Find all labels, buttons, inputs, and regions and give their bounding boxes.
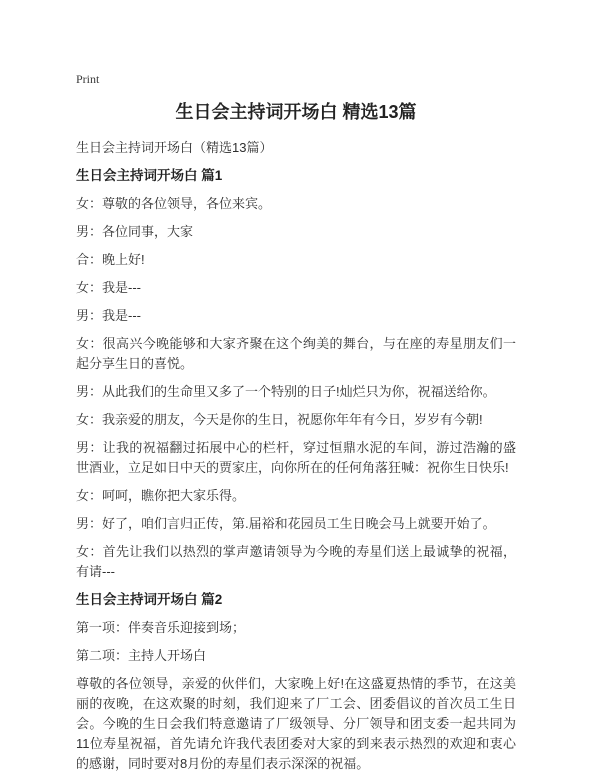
dialogue-line: 男：让我的祝福翻过拓展中心的栏杆，穿过恒鼎水泥的车间，游过浩瀚的盛世酒业，立足如日中天的贾家庄，向你所在的任何角落狂喊：祝你生日快乐! xyxy=(76,440,516,475)
dialogue-line: 女：尊敬的各位领导，各位来宾。 xyxy=(76,196,272,211)
document-body xyxy=(76,138,516,774)
dialogue-line: 男：我是--- xyxy=(76,308,141,323)
dialogue-line: 男：从此我们的生命里又多了一个特别的日子!灿烂只为你，祝福送给你。 xyxy=(76,384,496,399)
dialogue-line: 女：我是--- xyxy=(76,280,141,295)
paragraph: 尊敬的各位领导，亲爱的伙伴们，大家晚上好!在这盛夏热情的季节，在这美丽的夜晚，在这欢聚的时刻，我们迎来了厂工会、团委倡议的首次员工生日会。今晚的生日会我们特意邀请了厂级领导、分厂领导和团支委一起共同为11位寿星祝福，首先请允许我代表团委对大家的到来表示热烈的欢迎和衷心的感谢，同时要对8月份的寿星们表示深深的祝福。 xyxy=(76,676,516,771)
print-link[interactable]: Print xyxy=(76,72,100,86)
dialogue-line: 男：各位同事，大家 xyxy=(76,224,194,239)
list-item: 第二项：主持人开场白 xyxy=(76,648,207,663)
section-heading-2: 生日会主持词开场白 篇2 xyxy=(76,592,223,607)
dialogue-line: 女：首先让我们以热烈的掌声邀请领导为今晚的寿星们送上最诚挚的祝福，有请--- xyxy=(76,544,516,579)
page-title: 生日会主持词开场白 精选13篇 xyxy=(175,102,417,122)
list-item: 第一项：伴奏音乐迎接到场； xyxy=(76,620,246,635)
dialogue-line: 男：好了，咱们言归正传，第.届裕和花园员工生日晚会马上就要开始了。 xyxy=(76,516,496,531)
section-heading-1: 生日会主持词开场白 篇1 xyxy=(76,168,223,183)
dialogue-line: 女：很高兴今晚能够和大家齐聚在这个绚美的舞台，与在座的寿星朋友们一起分享生日的喜悦。 xyxy=(76,336,516,371)
dialogue-line: 合：晚上好! xyxy=(76,252,145,267)
dialogue-line: 女：我亲爱的朋友，今天是你的生日，祝愿你年年有今日，岁岁有今朝! xyxy=(76,412,483,427)
dialogue-line: 女：呵呵，瞧你把大家乐得。 xyxy=(76,488,246,503)
document-subtitle: 生日会主持词开场白（精选13篇） xyxy=(76,140,273,155)
